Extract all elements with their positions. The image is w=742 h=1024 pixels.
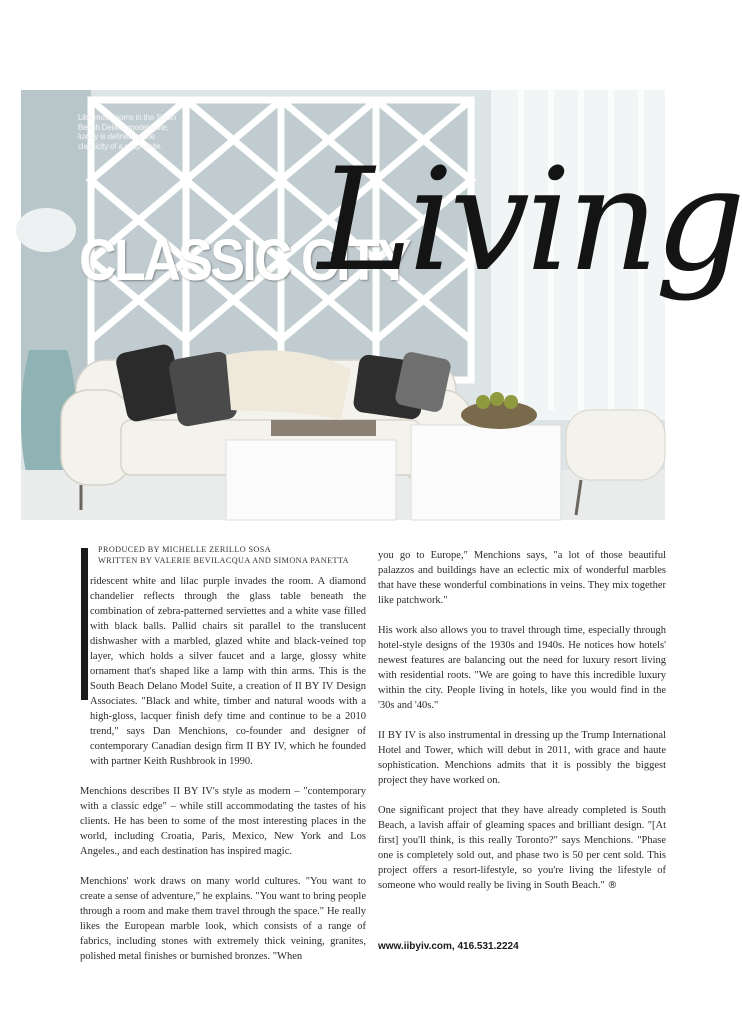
end-mark-icon: ® xyxy=(607,880,618,891)
footer-contact-link[interactable]: www.iibyiv.com, 416.531.2224 xyxy=(378,941,519,952)
article-paragraph-final xyxy=(378,803,666,893)
article-column-right xyxy=(378,548,666,908)
article-paragraph: Menchions' work draws on many world cultures. "You want to create a sense of adventure," he explains. "You want to bring people through a room and make them travel through the space." He really likes the European marble look, which consists of a range of fabrics, including stones with extremely thick veining, granites, polished metal finishes or burnished bronzes. "When xyxy=(80,876,366,962)
article-paragraph: you go to Europe," Menchions says, "a lot of those beautiful palazzos and buildings have an eclectic mix of wonderful marbles that have these wonderful combinations in veins. They mix together like patchwork." xyxy=(378,550,666,606)
article-paragraph: II BY IV is also instrumental in dressing up the Trump International Hotel and Tower, which will debut in 2011, with grace and haute sophistication. Menchions admits that it is possibly the biggest project they have worked on. xyxy=(378,730,666,786)
article-paragraph: ridescent white and lilac purple invades the room. A diamond chandelier reflects through the glass table beneath the combination of zebra-patterned serviettes and a white vase filled with black balls. Pallid chairs sit parallel to the translucent dishwasher with a marbled, glazed white and black-veined top layer, which holds a silver faucet and a large, glossy white ornament that's shaped like a lamp with thin arms. This is the South Beach Delano Model Suite, a creation of II BY IV Design Associates. "Black and white, timber and natural woods with a high-gloss, lacquer finish defy time and continue to be a 2010 trend," says Dan Menchions, co-founder and designer of contemporary Canadian design firm II BY IV, which he founded with partner Keith Rushbrook in 1990. xyxy=(90,576,366,767)
article-paragraph-text: One significant project that they have already completed is South Beach, a lavish affair of gleaming spaces and brilliant design. "[At first] you'll think, is this really Toronto?" says Menchions. "Phase one is completely sold out, and phase two is 50 per cent sold. This project offers a resort-lifestyle, so you're living the lifestyle of someone who would really be living in South Beach." xyxy=(378,805,666,891)
article-paragraph: His work also allows you to travel through time, especially through hotel-style designs of the 1930s and 1940s. He notices how hotels' newest features are balancing out the need for luxury resort living with residential roots. "We are going to have this incredible luxury within the city. People living in hotels, like you would find in the '30s and '40s." xyxy=(378,625,666,711)
article-credits xyxy=(98,544,349,566)
article-paragraph: Menchions describes II BY IV's style as modern – "contemporary with a classic edge" – while still accommodating the tastes of his clients. He has been to some of the most interesting places in the world, including Croatia, Paris, Mexico, New York and Los Angeles., and each destination has inspired magic. xyxy=(80,786,366,857)
photo-caption: Like most rooms in the South Beach Delano model suite, luxury is defined by the classicity of a crisp white. xyxy=(78,113,177,151)
article-column-left xyxy=(80,574,366,979)
headline-living: Living xyxy=(318,138,742,303)
headline-classic-city: CLASSIC CITY xyxy=(79,228,410,293)
produced-by-line: PRODUCED BY MICHELLE ZERILLO SOSA xyxy=(98,545,272,554)
written-by-line: WRITTEN BY VALERIE BEVILACQUA AND SIMONA PANETTA xyxy=(98,556,349,565)
